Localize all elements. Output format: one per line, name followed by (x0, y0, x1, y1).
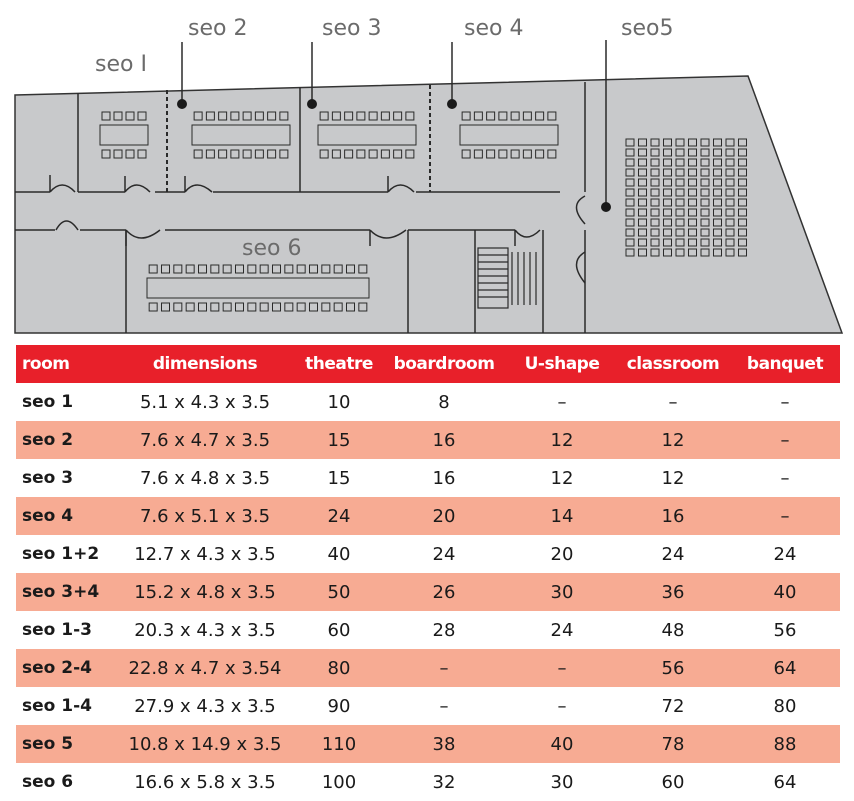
room-label-seo1: seo I (95, 52, 147, 77)
cell-theatre: 40 (327, 543, 351, 565)
cell-theatre: 90 (327, 695, 351, 717)
table-row (16, 497, 840, 535)
cell-dimensions: 22.8 x 4.7 x 3.54 (112, 649, 298, 687)
table-row (16, 383, 840, 421)
cell-dimensions: 7.6 x 5.1 x 3.5 (112, 497, 298, 535)
cell-classroom: 12 (616, 421, 730, 459)
cell-dimensions: 20.3 x 4.3 x 3.5 (134, 619, 276, 641)
cell-dimensions: 10.8 x 14.9 x 3.5 (112, 725, 298, 763)
cell-ushape: 30 (550, 771, 574, 793)
cell-classroom: 56 (616, 649, 730, 687)
cell-room: seo 1-4 (22, 696, 92, 716)
cell-theatre: 80 (298, 649, 380, 687)
cell-theatre: 24 (298, 497, 380, 535)
cell-dimensions: 15.2 x 4.8 x 3.5 (112, 573, 298, 611)
cell-boardroom: 28 (432, 619, 456, 641)
cell-room: seo 3 (22, 468, 74, 488)
table-row (16, 421, 840, 459)
cell-room: seo 2-4 (16, 649, 112, 687)
table-row (16, 649, 840, 687)
cell-banquet: 40 (730, 573, 840, 611)
cell-boardroom: 24 (432, 543, 456, 565)
table-row (16, 687, 840, 725)
cell-theatre: 15 (298, 421, 380, 459)
cell-boardroom: 16 (432, 467, 456, 489)
header-theatre: theatre (298, 345, 380, 383)
cell-classroom: – (668, 391, 678, 413)
cell-theatre: 10 (327, 391, 351, 413)
cell-dimensions: 16.6 x 5.8 x 3.5 (134, 771, 276, 793)
cell-classroom: 78 (616, 725, 730, 763)
cell-room: seo 1 (22, 392, 74, 412)
cell-banquet: 56 (773, 619, 797, 641)
cell-classroom: 60 (661, 771, 685, 793)
cell-classroom: 24 (661, 543, 685, 565)
cell-ushape: 40 (508, 725, 616, 763)
table-row (16, 535, 840, 573)
table-header-row (16, 345, 840, 383)
cell-classroom: 16 (616, 497, 730, 535)
cell-ushape: 12 (508, 421, 616, 459)
cell-room: seo 5 (16, 725, 112, 763)
cell-banquet: 24 (773, 543, 797, 565)
cell-ushape: 24 (550, 619, 574, 641)
room-label-seo3: seo 3 (322, 16, 382, 41)
cell-classroom: 36 (616, 573, 730, 611)
cell-boardroom: 32 (432, 771, 456, 793)
cell-boardroom: 38 (380, 725, 508, 763)
cell-ushape: – (557, 391, 567, 413)
room-label-seo5: seo5 (621, 16, 674, 41)
cell-theatre: 60 (327, 619, 351, 641)
room-label-seo6: seo 6 (242, 236, 302, 261)
cell-boardroom: 16 (380, 421, 508, 459)
cell-room: seo 6 (22, 772, 74, 792)
floor-outline (15, 76, 842, 333)
cell-ushape: – (557, 695, 567, 717)
cell-room: seo 1+2 (22, 544, 100, 564)
cell-classroom: 72 (661, 695, 685, 717)
table-row (16, 611, 840, 649)
cell-dimensions: 27.9 x 4.3 x 3.5 (134, 695, 276, 717)
cell-room: seo 1-3 (22, 620, 92, 640)
cell-classroom: 12 (661, 467, 685, 489)
cell-banquet: – (780, 467, 790, 489)
cell-banquet: 80 (773, 695, 797, 717)
cell-dimensions: 12.7 x 4.3 x 3.5 (134, 543, 276, 565)
cell-banquet: 88 (730, 725, 840, 763)
table-row (16, 459, 840, 497)
cell-dimensions: 5.1 x 4.3 x 3.5 (139, 391, 271, 413)
table-row (16, 725, 840, 763)
cell-dimensions: 7.6 x 4.7 x 3.5 (112, 421, 298, 459)
room-label-seo2: seo 2 (188, 16, 248, 41)
cell-banquet: 64 (730, 649, 840, 687)
cell-banquet: – (730, 421, 840, 459)
cell-boardroom: 26 (380, 573, 508, 611)
cell-boardroom: – (439, 695, 449, 717)
cell-theatre: 50 (298, 573, 380, 611)
cell-ushape: 30 (508, 573, 616, 611)
cell-dimensions: 7.6 x 4.8 x 3.5 (139, 467, 271, 489)
cell-ushape: 12 (550, 467, 574, 489)
room-label-seo4: seo 4 (464, 16, 524, 41)
cell-boardroom: 20 (380, 497, 508, 535)
header-banquet: banquet (730, 345, 840, 383)
cell-ushape: 20 (550, 543, 574, 565)
cell-banquet: – (780, 391, 790, 413)
cell-ushape: 14 (508, 497, 616, 535)
cell-room: seo 2 (16, 421, 112, 459)
cell-room: seo 4 (16, 497, 112, 535)
cell-boardroom: – (380, 649, 508, 687)
header-boardroom: boardroom (380, 345, 508, 383)
cell-ushape: – (508, 649, 616, 687)
floor-plan (0, 0, 854, 345)
cell-banquet: 64 (773, 771, 797, 793)
header-room: room (16, 345, 112, 383)
header-dimensions: dimensions (112, 345, 298, 383)
table-row (16, 573, 840, 611)
header-classroom: classroom (616, 345, 730, 383)
cell-boardroom: 8 (438, 391, 450, 413)
capacity-table (16, 345, 840, 801)
cell-classroom: 48 (661, 619, 685, 641)
table-row (16, 763, 840, 801)
cell-theatre: 100 (321, 771, 357, 793)
cell-theatre: 110 (298, 725, 380, 763)
cell-theatre: 15 (327, 467, 351, 489)
cell-banquet: – (730, 497, 840, 535)
cell-room: seo 3+4 (16, 573, 112, 611)
header-ushape: U-shape (508, 345, 616, 383)
